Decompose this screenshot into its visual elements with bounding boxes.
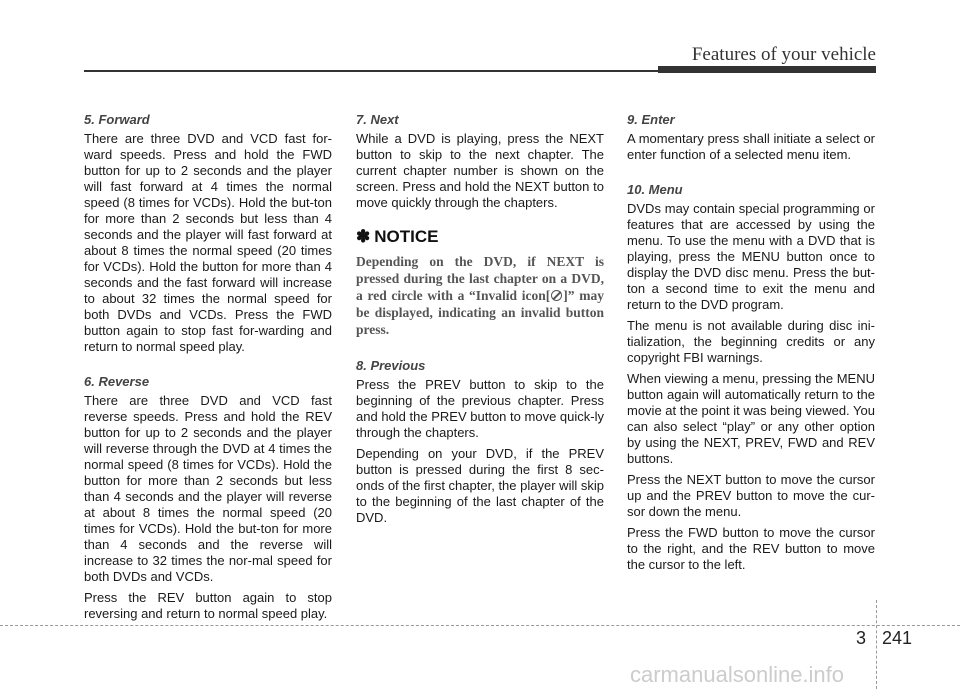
section-title-enter: 9. Enter [627, 112, 675, 127]
footer-divider [876, 600, 877, 689]
paragraph-enter: A momentary press shall initiate a select or enter function of a selected menu item. [627, 131, 875, 162]
column-2 [356, 112, 604, 531]
notice-label: NOTICE [374, 227, 439, 246]
paragraph-menu-3: When viewing a menu, pressing the MENU button again will automatically return to the movie at the point it was being viewed. You can also select “play” or any other option by using the NEXT, PREV, FWD and REV buttons. [627, 371, 875, 466]
paragraph-previous-2: Depending on your DVD, if the PREV button is pressed during the first 8 sec-onds of the first chapter, the player will skip to the beginning of the last chapter of the DVD. [356, 446, 604, 525]
paragraph-previous-1: Press the PREV button to skip to the beginning of the previous chapter. Press and hold the PREV button to move quick-ly through the chapters. [356, 377, 604, 440]
notice-text-part-1: Depending on the DVD, if NEXT is pressed during the last chapter on a DVD, a red circle with a “Invalid icon[ [356, 254, 604, 303]
paragraph-menu-4: Press the NEXT button to move the cursor up and the PREV button to move the cur-sor down the menu. [627, 472, 875, 519]
column-1 [84, 112, 332, 627]
section-title-previous: 8. Previous [356, 358, 426, 373]
notice-star-icon: ✽ [356, 227, 371, 246]
chapter-number: 3 [856, 628, 867, 648]
section-title-menu: 10. Menu [627, 182, 683, 197]
page-number: 241 [882, 628, 913, 648]
invalid-icon [551, 290, 562, 301]
paragraph-menu-2: The menu is not available during disc ini-tialization, the beginning credits or any copyright FBI warnings. [627, 318, 875, 365]
paragraph-next: While a DVD is playing, press the NEXT button to skip to the next chapter. The current chapter number is shown on the screen. Press and hold the NEXT button to move quickly through the chapters. [356, 131, 604, 210]
watermark: carmanualsonline.info [630, 662, 845, 687]
footer-rule [0, 625, 960, 626]
section-title-reverse: 6. Reverse [84, 374, 150, 389]
paragraph-reverse-1: There are three DVD and VCD fast reverse speeds. Press and hold the REV button for up to 2 seconds and the player will reverse through the DVD at 4 times the normal speed (8 times for VCDs). Hold the button for more than 2 seconds but less than 4 seconds and the player will reverse at about 8 times the normal speed (20 times for VCDs). Hold the but-ton for more than 4 seconds and the reverse will increase to 32 times the nor-mal speed for both DVDs and VCDs. [84, 393, 332, 584]
paragraph-menu-5: Press the FWD button to move the cursor to the right, and the REV button to move the cursor to the left. [627, 525, 875, 572]
paragraph-menu-1: DVDs may contain special programming or features that are accessed by using the menu. To use the menu with a DVD that is playing, press the MENU button once to display the DVD disc menu. Press the but-ton a second time to exit the menu and return to the DVD program. [627, 201, 875, 312]
paragraph-forward: There are three DVD and VCD fast for-ward speeds. Press and hold the FWD button for up to 2 seconds and the player will fast forward at 4 times the normal speed (8 times for VCDs). Hold the but-ton for more than 2 seconds but less than 4 seconds and the player will fast forward at about 8 times the normal speed (20 times for VCDs). Hold the button for more than 4 seconds and the fast forward will increase to about 32 times the normal speed for both DVDs and VCDs. Press the FWD button again to stop fast for-warding and return to normal speed play. [84, 131, 332, 354]
section-title-forward: 5. Forward [84, 112, 150, 127]
header-title: Features of your vehicle [691, 44, 876, 65]
column-3 [627, 112, 875, 578]
notice-text [356, 253, 604, 338]
notice-text-part-2: ]” may be displayed, indicating an invalid button press. [356, 288, 604, 337]
section-title-next: 7. Next [356, 112, 399, 127]
paragraph-reverse-2: Press the REV button again to stop reversing and return to normal speed play. [84, 590, 332, 621]
notice-heading [356, 227, 604, 247]
header-rule-accent [658, 66, 876, 73]
